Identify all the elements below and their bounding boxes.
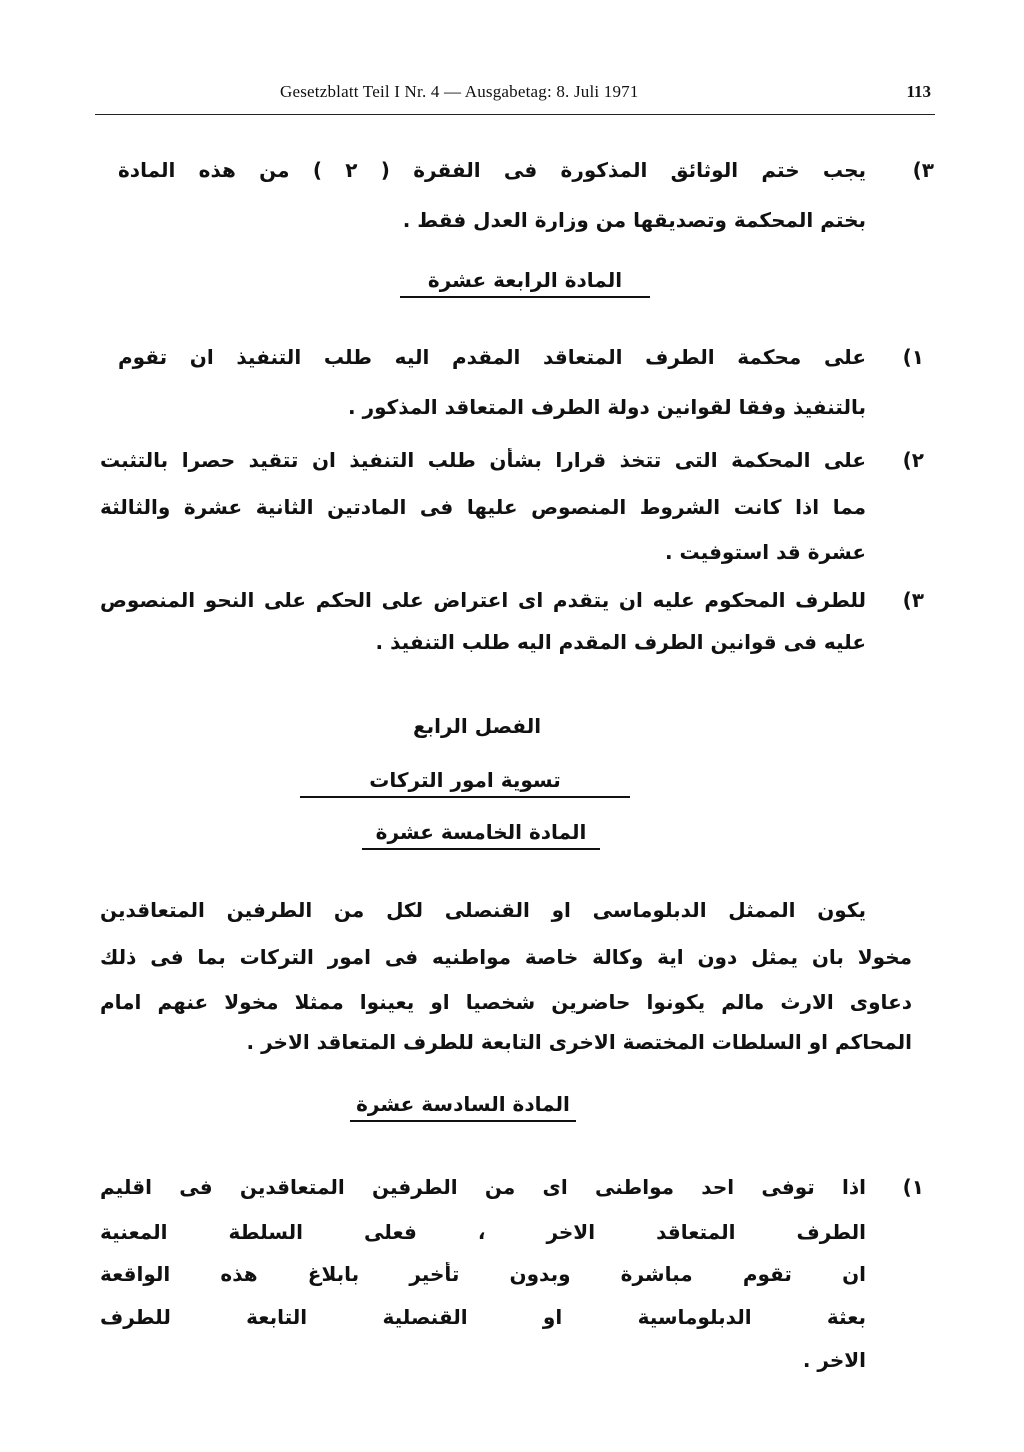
article-heading: المادة الخامسة عشرة <box>362 820 600 850</box>
text-line: بالتنفيذ وفقا لقوانين دولة الطرف المتعاقد المذكور . <box>348 395 866 419</box>
text-line: عشرة قد استوفيت . <box>664 540 866 564</box>
chapter-title: الفصل الرابع <box>412 714 542 738</box>
page-header <box>95 80 935 115</box>
page-number: 113 <box>906 82 931 101</box>
text-line: المحاكم او السلطات المختصة الاخرى التابعة للطرف المتعاقد الاخر . <box>246 1030 912 1054</box>
text-line: الطرف المتعاقد الاخر ، فعلى السلطة المعنية <box>100 1220 866 1244</box>
text-line: يجب ختم الوثائق المذكورة فى الفقرة ( ٢ ) من هذه المادة <box>118 158 866 182</box>
article-heading: المادة الرابعة عشرة <box>400 268 650 298</box>
item-number: ٢) <box>902 448 924 472</box>
text-line: يكون الممثل الدبلوماسى او القنصلى لكل من الطرفين المتعاقدين <box>100 898 866 922</box>
text-line: اذا توفى احد مواطنى اى من الطرفين المتعاقدين فى اقليم <box>100 1175 866 1199</box>
text-line: دعاوى الارث مالم يكونوا حاضرين شخصيا او يعينوا ممثلا مخولا عنهم امام <box>100 990 912 1014</box>
text-line: مخولا بان يمثل دون اية وكالة خاصة مواطنيه فى امور التركات بما فى ذلك <box>100 945 912 969</box>
item-number: ١) <box>902 345 924 369</box>
text-line: ان تقوم مباشرة وبدون تأخير بابلاغ هذه الواقعة <box>100 1262 866 1286</box>
text-line: بختم المحكمة وتصديقها من وزارة العدل فقط . <box>402 208 866 232</box>
chapter-subtitle: تسوية امور التركات <box>300 768 630 798</box>
item-number: ٣) <box>912 158 934 182</box>
text-line: للطرف المحكوم عليه ان يتقدم اى اعتراض على الحكم على النحو المنصوص <box>100 588 866 612</box>
text-line: مما اذا كانت الشروط المنصوص عليها فى المادتين الثانية عشرة والثالثة <box>100 495 866 519</box>
text-line: على المحكمة التى تتخذ قرارا بشأن طلب التنفيذ ان تتقيد حصرا بالتثبت <box>100 448 866 472</box>
item-number: ٣) <box>902 588 924 612</box>
text-line: عليه فى قوانين الطرف المقدم اليه طلب التنفيذ . <box>375 630 866 654</box>
article-heading: المادة السادسة عشرة <box>350 1092 576 1122</box>
text-line: الاخر . <box>802 1348 866 1372</box>
gazette-title: Gesetzblatt Teil I Nr. 4 — Ausgabetag: 8. Juli 1971 <box>280 82 639 101</box>
item-number: ١) <box>902 1175 924 1199</box>
text-line: بعثة الدبلوماسية او القنصلية التابعة للطرف <box>100 1305 866 1329</box>
text-line: على محكمة الطرف المتعاقد المقدم اليه طلب التنفيذ ان تقوم <box>118 345 866 369</box>
